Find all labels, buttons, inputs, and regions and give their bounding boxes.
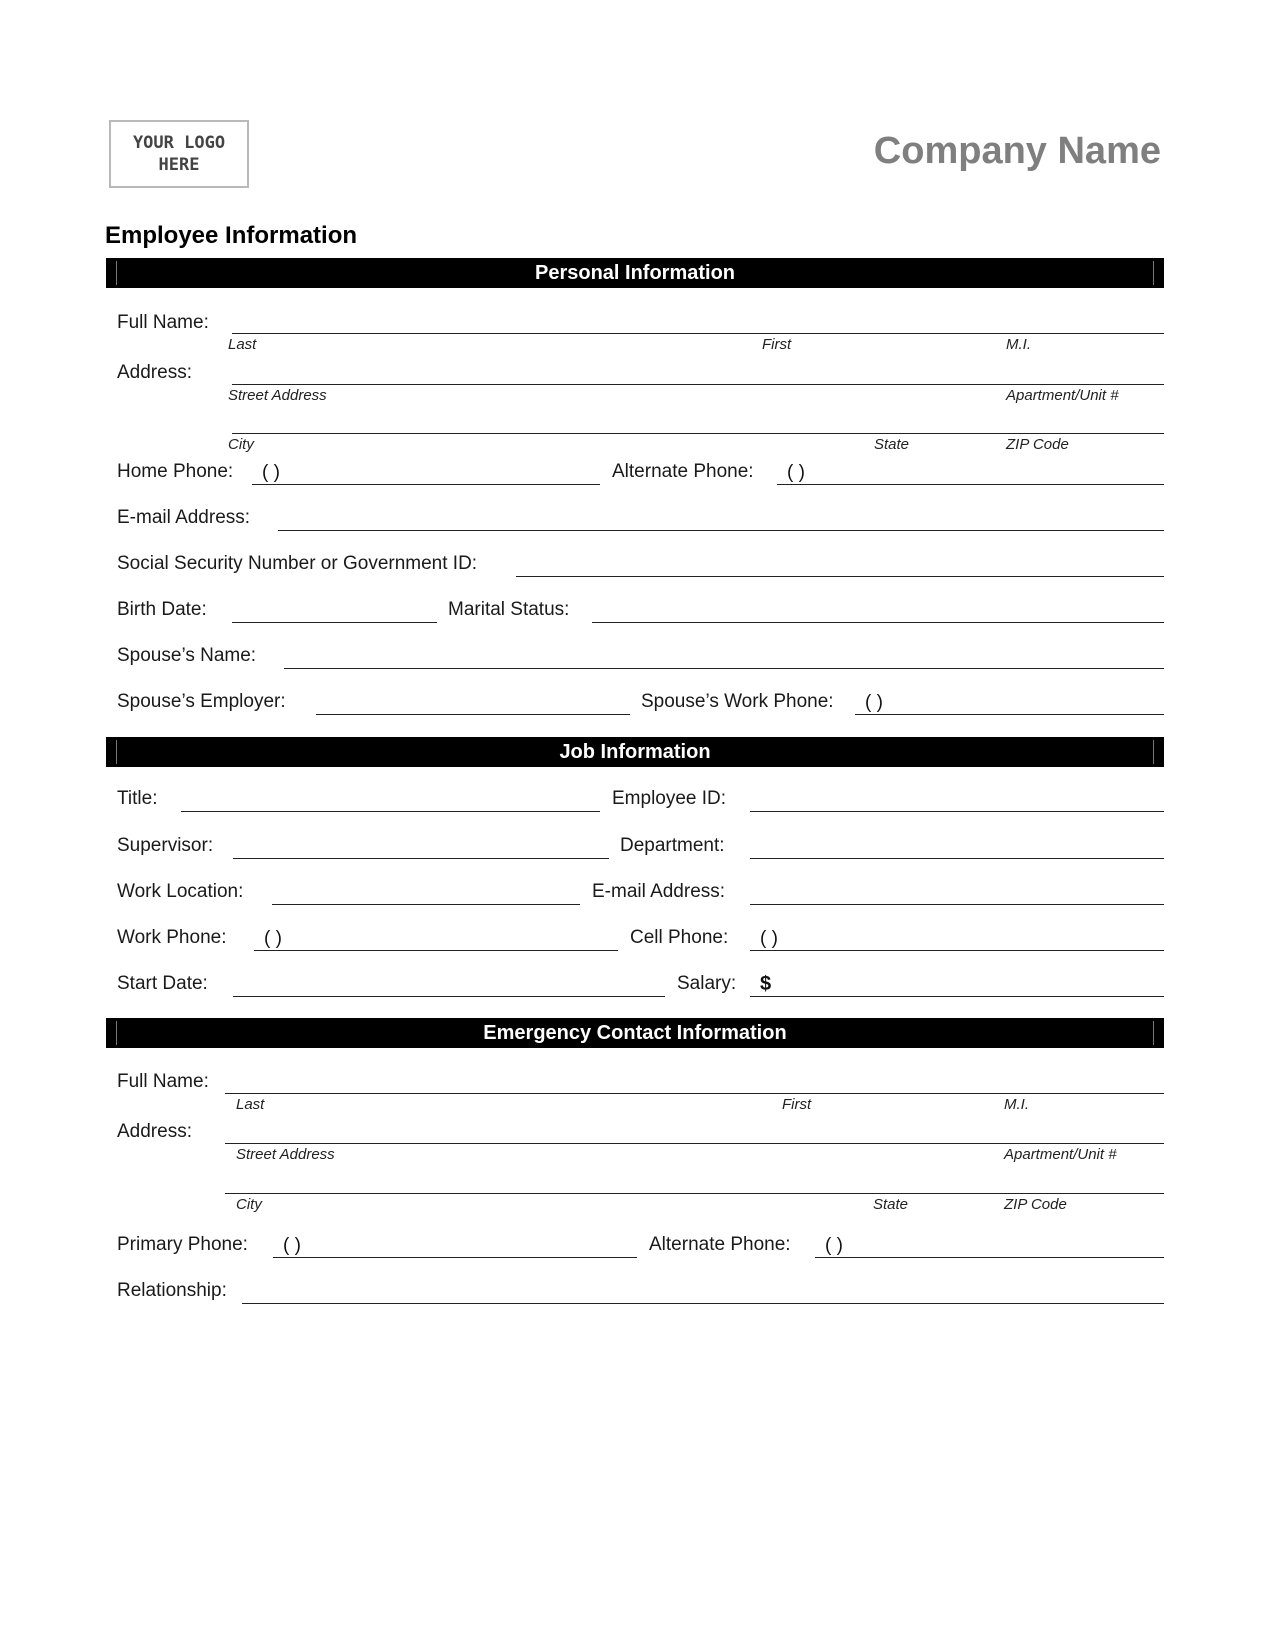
start-date-field[interactable] <box>233 996 665 997</box>
birth-date-label: Birth Date: <box>117 599 207 620</box>
logo-placeholder <box>109 120 249 188</box>
spouse-employer-label: Spouse’s Employer: <box>117 691 286 712</box>
emergency-mi-caption: M.I. <box>1004 1096 1029 1113</box>
cell-phone-label: Cell Phone: <box>630 927 729 948</box>
alternate-phone-field[interactable] <box>777 484 1164 485</box>
home-phone-field[interactable] <box>252 484 600 485</box>
alternate-phone-area-code: ( ) <box>787 462 805 483</box>
last-name-caption: Last <box>228 336 257 353</box>
email-field[interactable] <box>278 530 1164 531</box>
full-name-field[interactable] <box>232 333 1164 334</box>
emergency-last-caption: Last <box>236 1096 265 1113</box>
section-header-job <box>106 737 1164 767</box>
employee-id-label: Employee ID: <box>612 788 727 809</box>
logo-text-line2: HERE <box>158 155 200 175</box>
emergency-alternate-phone-area-code: ( ) <box>825 1235 843 1256</box>
spouse-work-phone-field[interactable] <box>855 714 1164 715</box>
alternate-phone-label: Alternate Phone: <box>612 461 754 482</box>
state-caption: State <box>874 436 910 453</box>
emergency-state-caption: State <box>873 1196 909 1213</box>
marital-status-field[interactable] <box>592 622 1164 623</box>
emergency-first-caption: First <box>782 1096 812 1113</box>
emergency-alternate-phone-field[interactable] <box>815 1257 1164 1258</box>
spouse-name-field[interactable] <box>284 668 1164 669</box>
spouse-employer-field[interactable] <box>316 714 630 715</box>
section-title-emergency: Emergency Contact Information <box>483 1021 787 1044</box>
start-date-label: Start Date: <box>117 973 208 994</box>
department-label: Department: <box>620 835 725 856</box>
emergency-zip-caption: ZIP Code <box>1004 1196 1067 1213</box>
section-title-personal: Personal Information <box>534 261 736 284</box>
employee-id-field[interactable] <box>750 811 1164 812</box>
primary-phone-area-code: ( ) <box>283 1235 301 1256</box>
supervisor-field[interactable] <box>233 858 609 859</box>
zip-caption: ZIP Code <box>1006 436 1069 453</box>
birth-date-field[interactable] <box>232 622 437 623</box>
emergency-apt-caption: Apartment/Unit # <box>1004 1146 1117 1163</box>
work-location-field[interactable] <box>272 904 580 905</box>
work-phone-label: Work Phone: <box>117 927 227 948</box>
section-header-emergency <box>106 1018 1164 1048</box>
job-title-label: Title: <box>117 788 158 809</box>
middle-initial-caption: M.I. <box>1006 336 1031 353</box>
emergency-alternate-phone-label: Alternate Phone: <box>649 1234 791 1255</box>
street-address-field[interactable] <box>232 384 1164 385</box>
full-name-label: Full Name: <box>117 312 209 333</box>
cell-phone-field[interactable] <box>750 950 1164 951</box>
spouse-work-phone-label: Spouse’s Work Phone: <box>641 691 834 712</box>
work-location-label: Work Location: <box>117 881 244 902</box>
work-phone-field[interactable] <box>254 950 618 951</box>
logo-text-line1: YOUR LOGO <box>132 133 226 153</box>
work-email-label: E-mail Address: <box>592 881 726 902</box>
salary-label: Salary: <box>677 973 737 994</box>
emergency-street-field[interactable] <box>225 1143 1164 1144</box>
salary-field[interactable] <box>750 996 1164 997</box>
spouse-name-label: Spouse’s Name: <box>117 645 257 666</box>
relationship-field[interactable] <box>242 1303 1164 1304</box>
emergency-street-caption: Street Address <box>236 1146 335 1163</box>
emergency-address-label: Address: <box>117 1121 192 1142</box>
department-field[interactable] <box>750 858 1164 859</box>
primary-phone-label: Primary Phone: <box>117 1234 248 1255</box>
spouse-phone-area-code: ( ) <box>865 692 883 713</box>
city-state-zip-field[interactable] <box>232 433 1164 434</box>
city-caption: City <box>228 436 254 453</box>
home-phone-area-code: ( ) <box>262 462 280 483</box>
marital-status-label: Marital Status: <box>448 599 570 620</box>
first-name-caption: First <box>762 336 792 353</box>
section-title-job: Job Information <box>559 740 711 763</box>
salary-currency-symbol: $ <box>760 973 772 995</box>
supervisor-label: Supervisor: <box>117 835 214 856</box>
ssn-field[interactable] <box>516 576 1164 577</box>
apartment-caption: Apartment/Unit # <box>1006 387 1119 404</box>
email-label: E-mail Address: <box>117 507 251 528</box>
work-phone-area-code: ( ) <box>264 928 282 949</box>
company-name: Company Name <box>873 130 1161 172</box>
cell-phone-area-code: ( ) <box>760 928 778 949</box>
address-label: Address: <box>117 362 192 383</box>
street-address-caption: Street Address <box>228 387 327 404</box>
relationship-label: Relationship: <box>117 1280 227 1301</box>
job-title-field[interactable] <box>181 811 600 812</box>
emergency-full-name-field[interactable] <box>225 1093 1164 1094</box>
section-header-personal <box>106 258 1164 288</box>
emergency-city-caption: City <box>236 1196 262 1213</box>
ssn-label: Social Security Number or Government ID: <box>117 553 478 574</box>
emergency-city-field[interactable] <box>225 1193 1164 1194</box>
page-title: Employee Information <box>105 222 358 249</box>
primary-phone-field[interactable] <box>273 1257 637 1258</box>
emergency-full-name-label: Full Name: <box>117 1071 209 1092</box>
work-email-field[interactable] <box>750 904 1164 905</box>
home-phone-label: Home Phone: <box>117 461 234 482</box>
